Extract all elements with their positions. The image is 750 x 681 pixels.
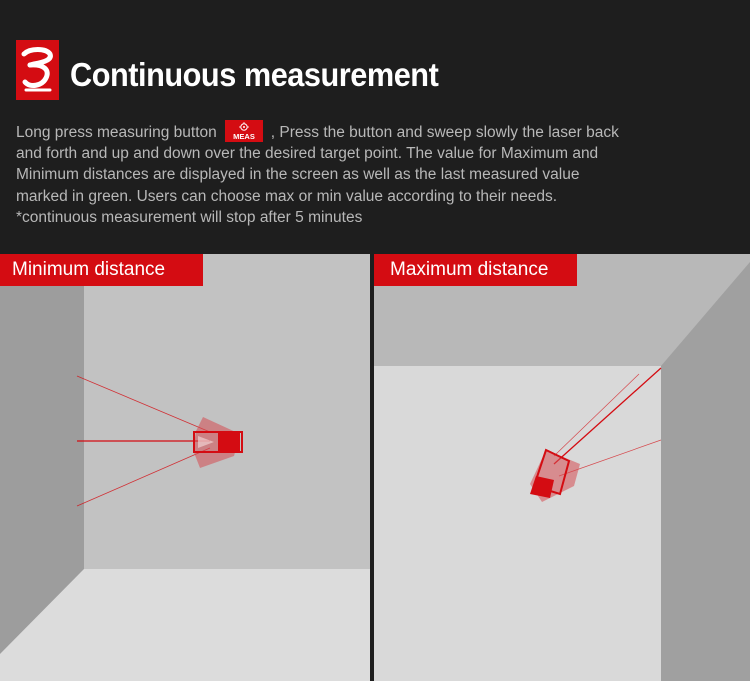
description xyxy=(16,120,750,228)
minimum-distance-scene xyxy=(0,254,370,681)
logo-badge-icon xyxy=(16,40,59,100)
description-line-1 xyxy=(16,120,750,143)
meas-button-icon xyxy=(225,120,263,142)
description-line-5: *continuous measurement will stop after 5 minutes xyxy=(16,208,363,226)
maximum-distance-label: Maximum distance xyxy=(374,254,577,286)
minimum-distance-panel xyxy=(0,254,370,681)
description-line-2: and forth and up and down over the desired target point. The value for Maximum and xyxy=(16,145,599,163)
header xyxy=(0,0,750,254)
meas-button-label: MEAS xyxy=(232,132,255,141)
description-text-1: Long press measuring button xyxy=(16,124,217,141)
minimum-distance-label: Minimum distance xyxy=(0,254,203,286)
description-text-2: , Press the button and sweep slowly the laser back xyxy=(270,124,619,141)
maximum-distance-scene xyxy=(374,254,750,681)
maximum-distance-panel xyxy=(374,254,750,681)
description-line-4: marked in green. Users can choose max or min value according to their needs. xyxy=(16,187,558,205)
description-line-3: Minimum distances are displayed in the screen as well as the last measured value xyxy=(16,166,580,184)
page-title: Continuous measurement xyxy=(70,56,439,93)
